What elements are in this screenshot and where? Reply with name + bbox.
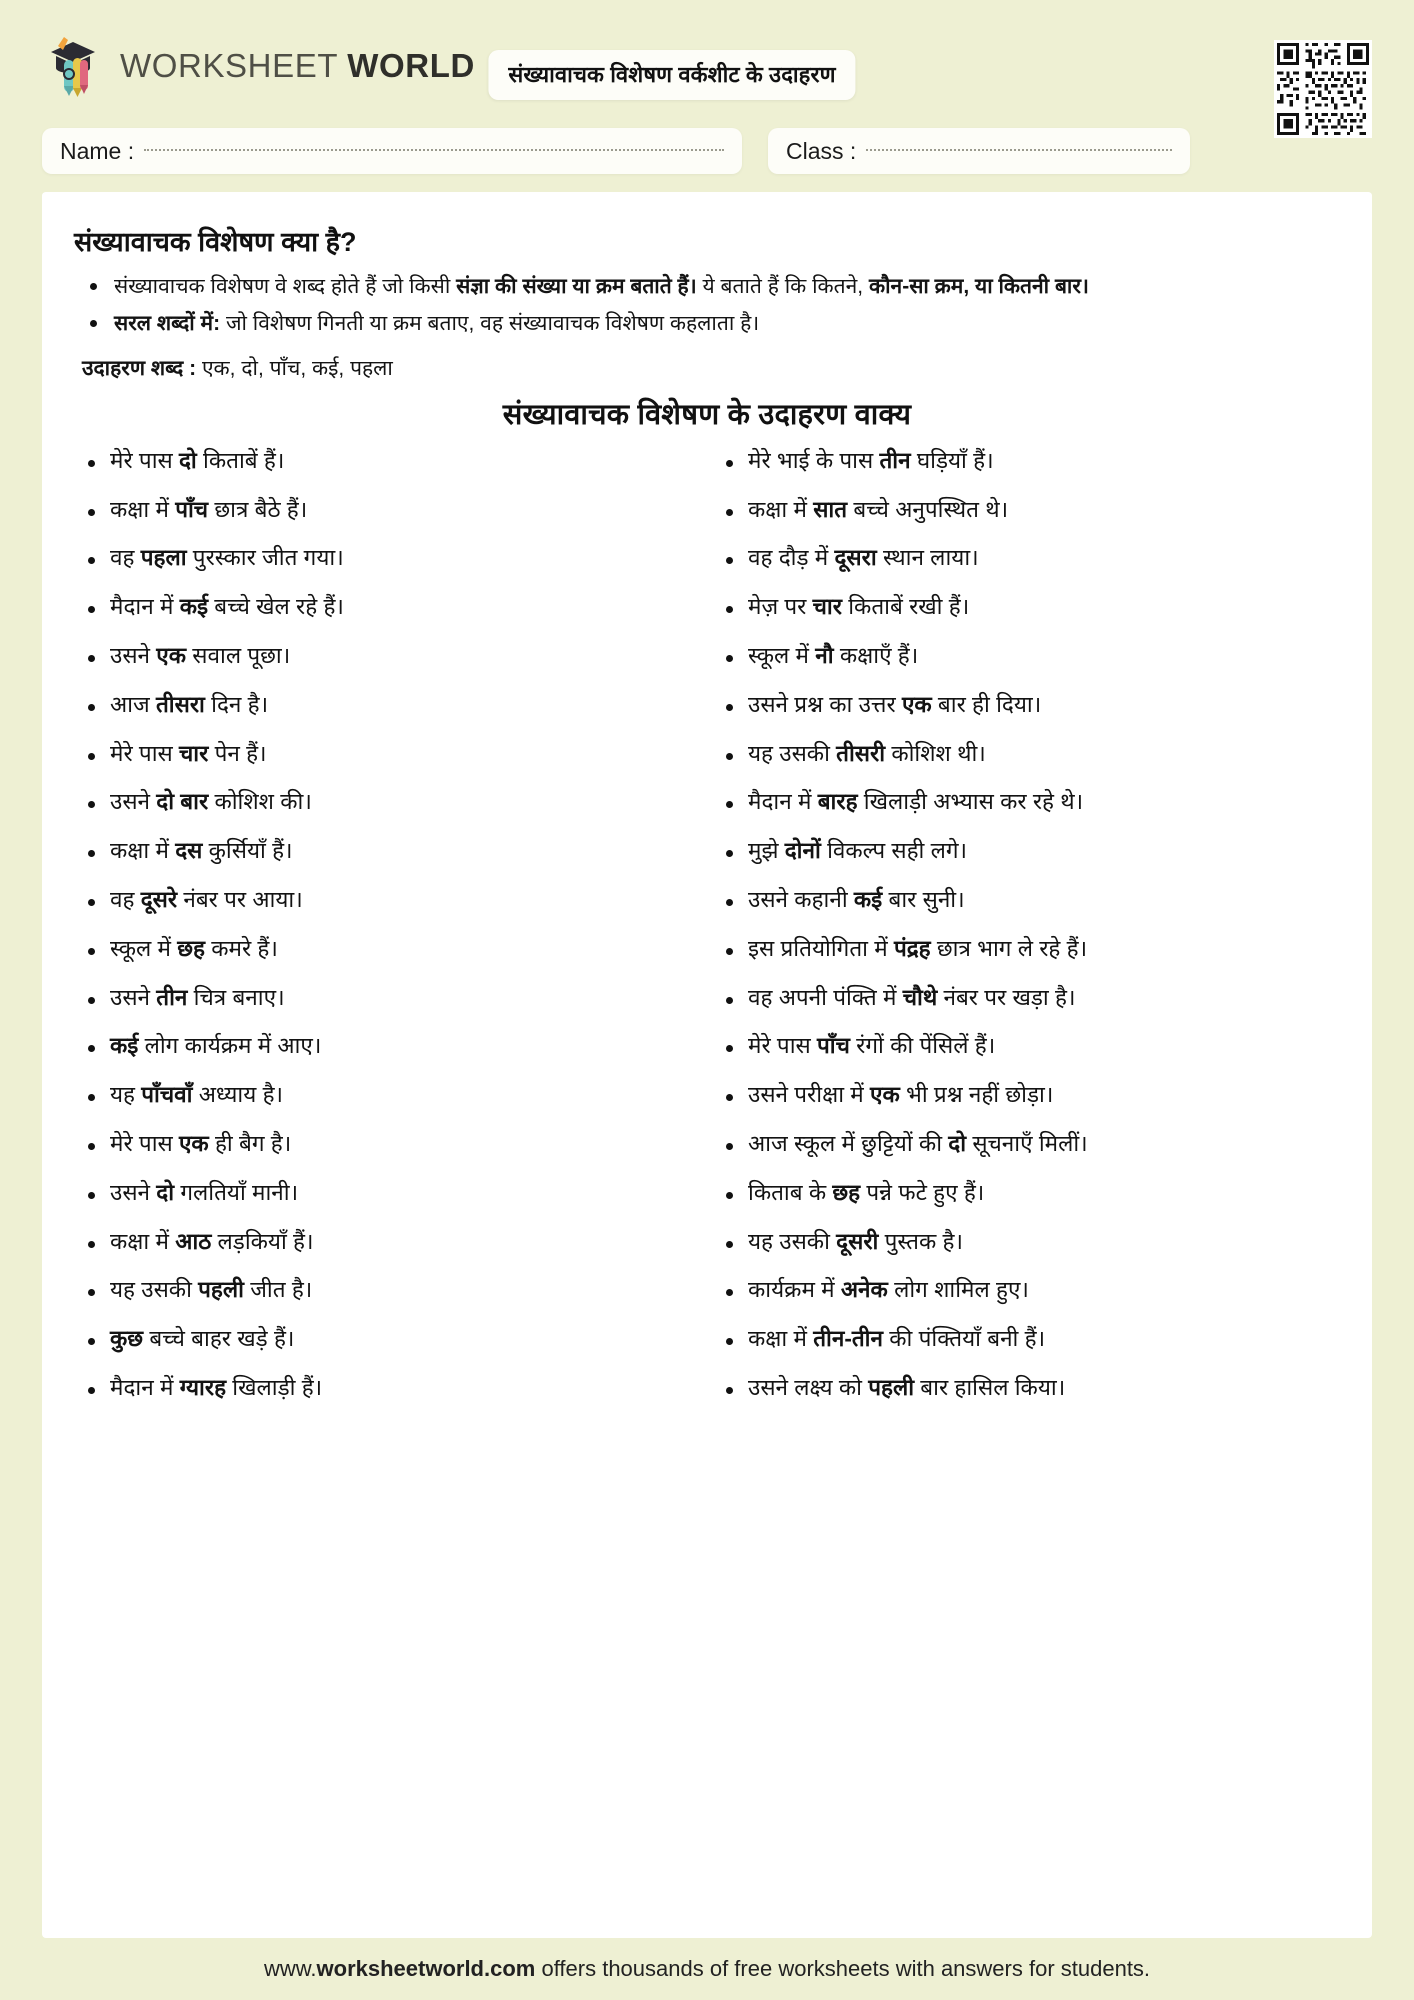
highlight-word: दूसरे	[140, 886, 178, 912]
highlight-word: तीन	[879, 447, 911, 473]
worksheet-body	[42, 192, 1372, 1938]
sentence-text: मेरे पास	[110, 740, 179, 766]
sentence-text: कक्षाएँ हैं।	[833, 643, 919, 668]
sentence-text: उसने	[110, 984, 157, 1010]
sentence-text: सूचनाएँ मिलीं।	[966, 1130, 1088, 1156]
sentence-text: उसने	[110, 1179, 157, 1205]
sentence-text: यह	[110, 1082, 142, 1108]
sentence-text: ये बताते हैं कि कितने,	[696, 275, 869, 298]
sentence-text: मेज़ पर	[748, 594, 813, 620]
highlight-word: बारह	[817, 789, 858, 815]
highlight-word: सरल शब्दों में:	[114, 311, 221, 335]
sentence-text: किताबें हैं।	[196, 447, 285, 473]
sentence-text: इस प्रतियोगिता में	[748, 935, 894, 961]
sentence-text: बार सुनी।	[882, 886, 965, 912]
name-label: Name :	[60, 137, 135, 164]
sentence-text: मुझे	[748, 838, 785, 864]
footer-text	[264, 1956, 1150, 1982]
example-sentence	[716, 1276, 1340, 1305]
example-sentence	[716, 1374, 1340, 1403]
example-sentence	[74, 1032, 698, 1061]
example-sentence	[716, 886, 1340, 915]
example-sentence	[716, 1081, 1340, 1110]
sentence-text: नंबर पर आया।	[177, 886, 303, 912]
highlight-word: ग्यारह	[179, 1374, 227, 1400]
example-sentence	[716, 935, 1340, 964]
sentence-text: यह उसकी	[748, 1228, 837, 1254]
highlight-word: संज्ञा की संख्या या क्रम बताते हैं।	[456, 275, 697, 298]
sentence-text: वह अपनी पंक्ति में	[748, 984, 903, 1010]
sentence-text: मेरे पास	[748, 1033, 817, 1059]
example-sentence	[716, 740, 1340, 769]
highlight-word: पहली	[198, 1277, 244, 1303]
definition-heading: संख्यावाचक विशेषण क्या है?	[74, 227, 357, 257]
sentence-text: की पंक्तियाँ बनी हैं।	[882, 1326, 1046, 1352]
footer-url-prefix: www.	[263, 1956, 317, 1981]
sentence-text: बच्चे अनुपस्थित थे।	[847, 496, 1009, 522]
sentence-text: मेरे पास	[110, 1130, 179, 1156]
highlight-word: कौन-सा क्रम, या कितनी बार।	[868, 275, 1089, 298]
qr-code-icon[interactable]	[1274, 40, 1372, 138]
example-sentence	[716, 837, 1340, 866]
sentence-text: पुरस्कार जीत गया।	[186, 545, 344, 571]
example-sentence	[716, 1130, 1340, 1159]
highlight-word: कई	[110, 1033, 139, 1059]
example-sentence	[74, 1130, 698, 1159]
highlight-word: दोनों	[784, 838, 821, 864]
sentence-text: विकल्प सही लगे।	[820, 838, 968, 864]
highlight-word: चौथे	[902, 984, 938, 1010]
example-sentence	[74, 984, 698, 1013]
example-sentence	[716, 1228, 1340, 1257]
sentence-text: उसने	[110, 789, 157, 815]
sentence-text: बार ही दिया।	[931, 691, 1042, 717]
brand-name	[120, 47, 475, 85]
footer-url: worksheetworld.com	[316, 1956, 536, 1981]
page-footer	[42, 1938, 1372, 2000]
highlight-word: पाँच	[816, 1033, 850, 1059]
example-sentence	[74, 1179, 698, 1208]
sentence-text: सवाल पूछा।	[186, 643, 291, 668]
sentence-text: खिलाड़ी हैं।	[226, 1374, 323, 1400]
example-sentence	[716, 1179, 1340, 1208]
highlight-word: एक	[901, 691, 932, 717]
highlight-word: चार	[178, 740, 209, 766]
example-sentence	[716, 1325, 1340, 1354]
highlight-word: पाँच	[175, 496, 209, 522]
highlight-word: दूसरी	[836, 1228, 879, 1254]
example-sentence	[74, 1228, 698, 1257]
highlight-word: छह	[832, 1179, 861, 1205]
name-field[interactable]	[42, 128, 742, 174]
highlight-word: पहला	[140, 545, 187, 571]
sentence-text: वह	[110, 886, 141, 912]
example-sentence	[74, 740, 698, 769]
example-sentence	[74, 496, 698, 525]
sentence-text: भी प्रश्न नहीं छोड़ा।	[899, 1082, 1054, 1108]
sentence-text: मैदान में	[110, 594, 180, 620]
sentence-text: यह उसकी	[110, 1277, 199, 1303]
example-sentence	[74, 691, 698, 720]
sentence-text: जीत है।	[243, 1277, 313, 1303]
highlight-word: एक	[178, 1130, 209, 1156]
sentence-text: यह उसकी	[748, 740, 837, 766]
highlight-word: तीन-तीन	[813, 1326, 883, 1352]
sentence-text: कक्षा में	[748, 496, 814, 522]
sentence-text: ही बैग है।	[208, 1130, 292, 1156]
footer-tagline: offers thousands of free worksheets with answers for students.	[535, 1956, 1151, 1981]
example-sentence	[716, 691, 1340, 720]
highlight-word: आठ	[175, 1228, 212, 1254]
sentence-text: बच्चे बाहर खड़े हैं।	[143, 1326, 295, 1352]
examples-left-column	[74, 447, 698, 1423]
example-sentence	[716, 1032, 1340, 1061]
sentence-text: उसने परीक्षा में	[748, 1082, 871, 1108]
brand	[42, 30, 475, 102]
worksheet-title: संख्यावाचक विशेषण वर्कशीट के उदाहरण	[508, 62, 836, 87]
highlight-word: दो	[948, 1130, 967, 1156]
example-sentence	[74, 1081, 698, 1110]
examples-title: संख्यावाचक विशेषण के उदाहरण वाक्य	[502, 398, 912, 431]
sentence-text: बच्चे खेल रहे हैं।	[208, 594, 344, 620]
sentence-text: किताबें रखी हैं।	[841, 594, 970, 620]
sentence-text: दिन है।	[204, 691, 269, 717]
sentence-text: लोग शामिल हुए।	[887, 1277, 1029, 1303]
sentence-text: उसने	[110, 643, 157, 668]
example-sentence	[74, 593, 698, 622]
sentence-text: पेन हैं।	[208, 740, 267, 766]
highlight-word: छह	[177, 935, 205, 961]
highlight-word: कई	[853, 886, 883, 912]
sentence-text: पुस्तक है।	[878, 1228, 963, 1254]
sentence-text: खिलाड़ी अभ्यास कर रहे थे।	[857, 789, 1084, 815]
highlight-word: दो	[156, 1179, 175, 1205]
sentence-text: बार हासिल किया।	[914, 1374, 1066, 1400]
sentence-text: कमरे हैं।	[204, 935, 278, 961]
sentence-text: उसने लक्ष्य को	[748, 1374, 869, 1400]
sentence-text: लड़कियाँ हैं।	[211, 1228, 314, 1254]
example-sentence	[74, 642, 698, 671]
example-sentence	[716, 788, 1340, 817]
brand-name-bold: WORLD	[347, 47, 475, 84]
highlight-word: अनेक	[840, 1277, 888, 1303]
brand-name-light: WORKSHEET	[120, 47, 338, 84]
sentence-text: कार्यक्रम में	[748, 1277, 841, 1303]
sentence-text: कक्षा में	[110, 1228, 176, 1254]
highlight-word: दो बार	[156, 789, 209, 815]
graduation-cap-pencil-logo-icon	[42, 30, 104, 102]
example-words-label: उदाहरण शब्द :	[82, 356, 197, 380]
definition-bullet-list	[74, 271, 1344, 340]
sentence-text: मेरे भाई के पास	[748, 447, 880, 473]
example-sentence	[74, 1276, 698, 1305]
sentence-text: मैदान में	[110, 1374, 180, 1400]
highlight-word: तीसरा	[155, 691, 205, 717]
example-words-line	[82, 354, 1344, 382]
sentence-text: रंगों की पेंसिलें हैं।	[849, 1033, 996, 1059]
highlight-word: सात	[813, 496, 848, 522]
class-field[interactable]	[768, 128, 1190, 174]
sentence-list-right	[716, 447, 1340, 1403]
sentence-text: कोशिश की।	[208, 789, 312, 815]
sentence-text: स्थान लाया।	[876, 545, 979, 571]
sentence-text: कुर्सियाँ हैं।	[202, 838, 293, 864]
sentence-text: आज	[110, 691, 156, 717]
highlight-word: एक	[156, 643, 187, 668]
sentence-text: कक्षा में	[748, 1326, 814, 1352]
worksheet-title-pill	[488, 50, 855, 100]
sentence-text: वह दौड़ में	[748, 545, 835, 571]
class-input-line[interactable]	[866, 149, 1172, 151]
example-sentence	[716, 642, 1340, 671]
examples-columns	[70, 447, 1344, 1423]
sentence-text: उसने कहानी	[748, 886, 854, 912]
sentence-text: स्कूल में	[748, 643, 816, 668]
example-sentence	[74, 544, 698, 573]
example-sentence	[74, 935, 698, 964]
highlight-word: कुछ	[110, 1326, 144, 1352]
highlight-word: दो	[178, 447, 197, 473]
sentence-text: स्कूल में	[110, 935, 178, 961]
highlight-word: चार	[812, 594, 842, 620]
sentence-text: वह	[110, 545, 141, 571]
name-input-line[interactable]	[144, 149, 724, 151]
highlight-word: नौ	[815, 643, 834, 668]
example-words-value: एक, दो, पाँच, कई, पहला	[196, 356, 393, 380]
example-sentence	[716, 447, 1340, 476]
example-sentence	[74, 837, 698, 866]
sentence-text: संख्यावाचक विशेषण वे शब्द होते हैं जो किसी	[114, 275, 457, 298]
example-sentence	[74, 1325, 698, 1354]
highlight-word: पंद्रह	[893, 935, 931, 961]
sentence-text: किताब के	[748, 1179, 833, 1205]
sentence-text: जो विशेषण गिनती या क्रम बताए, वह संख्यावाचक विशेषण कहलाता है।	[220, 311, 760, 335]
class-label: Class :	[786, 137, 857, 164]
sentence-text: मैदान में	[748, 789, 818, 815]
sentence-text: पन्ने फटे हुए हैं।	[860, 1179, 985, 1205]
examples-right-column	[716, 447, 1340, 1423]
example-sentence	[74, 788, 698, 817]
sentence-text: छात्र भाग ले रहे हैं।	[930, 935, 1088, 961]
sentence-text: अध्याय है।	[192, 1082, 284, 1108]
student-fields	[42, 128, 1372, 174]
highlight-word: पाँचवाँ	[141, 1082, 193, 1108]
example-sentence	[716, 544, 1340, 573]
example-sentence	[716, 593, 1340, 622]
sentence-text: लोग कार्यक्रम में आए।	[138, 1033, 322, 1059]
sentence-text: कक्षा में	[110, 496, 176, 522]
example-sentence	[74, 1374, 698, 1403]
sentence-text: छात्र बैठे हैं।	[208, 496, 308, 522]
sentence-text: उसने प्रश्न का उत्तर	[748, 691, 902, 717]
sentence-text: चित्र बनाए।	[187, 984, 285, 1010]
highlight-word: दूसरा	[834, 545, 877, 571]
sentence-text: कोशिश थी।	[885, 740, 986, 766]
page-header	[42, 0, 1372, 122]
example-sentence	[716, 984, 1340, 1013]
highlight-word: पहली	[868, 1374, 915, 1400]
sentence-list-left	[74, 447, 698, 1403]
example-sentence	[716, 496, 1340, 525]
sentence-text: गलतियाँ मानी।	[174, 1179, 299, 1205]
example-sentence	[74, 447, 698, 476]
sentence-text: कक्षा में	[110, 838, 176, 864]
example-sentence	[74, 886, 698, 915]
highlight-word: तीसरी	[836, 740, 886, 766]
highlight-word: तीन	[156, 984, 188, 1010]
highlight-word: एक	[870, 1082, 900, 1108]
highlight-word: कई	[179, 594, 209, 620]
sentence-text: नंबर पर खड़ा है।	[937, 984, 1076, 1010]
definition-bullet	[74, 308, 1344, 340]
sentence-text: घड़ियाँ हैं।	[910, 447, 994, 473]
highlight-word: दस	[175, 838, 203, 864]
definition-bullet	[74, 271, 1344, 303]
sentence-text: आज स्कूल में छुट्टियों की	[748, 1130, 949, 1156]
sentence-text: मेरे पास	[110, 447, 179, 473]
